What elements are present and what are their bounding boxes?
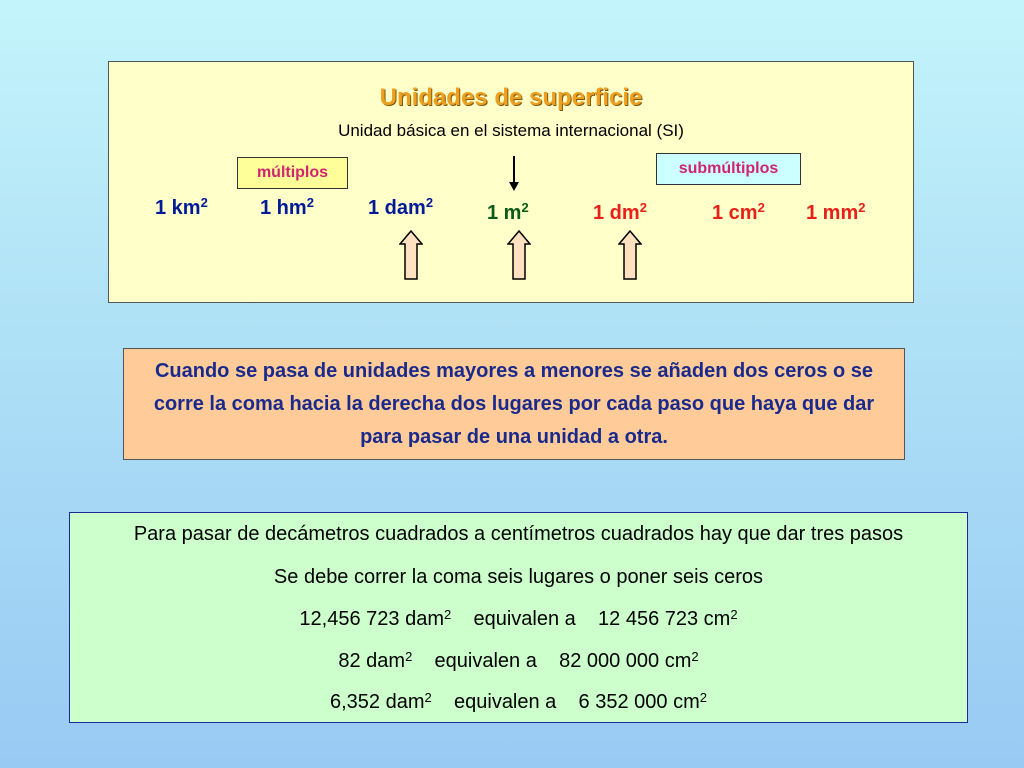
example-rule: Se debe correr la coma seis lugares o poner seis ceros — [273, 566, 764, 588]
example-line: 82 dam$^2$ equivalen a 82 000 000 $cm^2$ — [338, 649, 699, 672]
unit-m2: 1 $m^2$ — [487, 200, 529, 224]
up-arrow-icon — [507, 230, 531, 280]
units-panel — [108, 61, 914, 303]
unit-dam2: 1 dam$^2$ — [368, 195, 434, 219]
rule-text: Cuando se pasa de unidades mayores a menores se añaden dos ceros o se corre la coma hacia la derecha dos lugares por cada paso que haya que dar para pasar de una unidad a otra. — [153, 359, 875, 448]
multiplos-label: múltiplos — [237, 157, 348, 189]
panel-subtitle: Unidad básica en el sistema internacional (SI) — [338, 121, 684, 140]
up-arrow-icon — [618, 230, 642, 280]
down-arrow-icon — [508, 156, 520, 192]
example-intro: Para pasar de decámetros cuadrados a centímetros cuadrados hay que dar tres pasos — [133, 523, 904, 545]
unit-km2: 1 $km^2$ — [155, 195, 208, 219]
example-line: 6,352 dam$^2$ equivalen a 6 352 000 $cm^2$ — [330, 690, 707, 713]
submultiplos-label: submúltiplos — [656, 153, 801, 185]
panel-title: Unidades de superficie — [379, 84, 643, 111]
rule-panel — [123, 348, 905, 460]
unit-cm2: 1 $cm^2$ — [712, 200, 765, 224]
unit-hm2: 1 $hm^2$ — [260, 195, 314, 219]
up-arrow-icon — [399, 230, 423, 280]
example-line: 12,456 723 dam$^2$ equivalen a 12 456 723 $cm^2$ — [299, 607, 738, 630]
unit-dm2: 1 $dm^2$ — [593, 200, 647, 224]
unit-mm2: 1 $mm^2$ — [806, 200, 866, 224]
example-panel — [69, 512, 968, 723]
